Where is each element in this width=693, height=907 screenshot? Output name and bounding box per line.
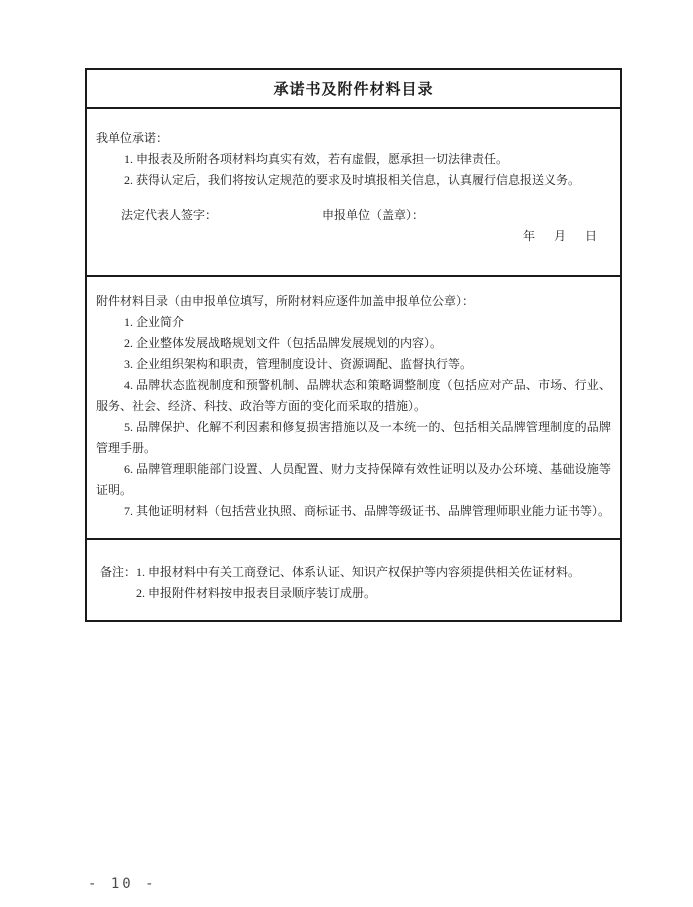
signature-row (96, 205, 611, 226)
applicant-unit-seal-label: 申报单位（盖章）： (322, 208, 425, 222)
legal-representative-signature-label: 法定代表人签字： (121, 208, 218, 222)
attachments-heading: 附件材料目录（由申报单位填写，所附材料应逐件加盖申报单位公章）： (96, 294, 475, 308)
page-number: - 10 - (88, 876, 157, 892)
form-table (85, 68, 622, 622)
attachment-item: 6. 品牌管理职能部门设置、人员配置、财力支持保障有效性证明以及办公环境、基础设施等证明。 (96, 462, 611, 497)
attachment-item: 5. 品牌保护、化解不利因素和修复损害措施以及一本统一的、包括相关品牌管理制度的品牌管理手册。 (96, 420, 611, 455)
notes-section (87, 538, 620, 620)
notes-row (96, 562, 611, 604)
commitment-item: 1. 申报表及所附各项材料均真实有效，若有虚假，愿承担一切法律责任。 (124, 152, 509, 166)
title-row (87, 70, 620, 107)
date-year-label: 年 (522, 229, 535, 243)
date-row (96, 226, 611, 247)
attachments-section (87, 275, 620, 538)
date-month-label: 月 (553, 229, 566, 243)
date-day-label: 日 (584, 229, 597, 243)
notes-label: 备注： (100, 565, 137, 579)
attachment-item: 1. 企业简介 (124, 315, 185, 329)
note-item: 1. 申报材料中有关工商登记、体系认证、知识产权保护等内容须提供相关佐证材料。 (136, 565, 581, 579)
notes-items (136, 562, 611, 604)
commitment-item: 2. 获得认定后，我们将按认定规范的要求及时填报相关信息，认真履行信息报送义务。 (124, 173, 581, 187)
attachment-item: 3. 企业组织架构和职责，管理制度设计、资源调配、监督执行等。 (124, 357, 473, 371)
commitment-intro: 我单位承诺： (96, 131, 169, 145)
attachment-item: 4. 品牌状态监视制度和预警机制、品牌状态和策略调整制度（包括应对产品、市场、行业、服务、社会、经济、科技、政治等方面的变化而采取的措施）。 (96, 378, 611, 413)
note-item: 2. 申报附件材料按申报表目录顺序装订成册。 (136, 586, 377, 600)
page-title: 承诺书及附件材料目录 (273, 82, 434, 98)
commitment-section (87, 107, 620, 275)
attachment-item: 7. 其他证明材料（包括营业执照、商标证书、品牌等级证书、品牌管理师职业能力证书等）。 (124, 504, 611, 518)
attachment-item: 2. 企业整体发展战略规划文件（包括品牌发展规划的内容）。 (124, 336, 443, 350)
